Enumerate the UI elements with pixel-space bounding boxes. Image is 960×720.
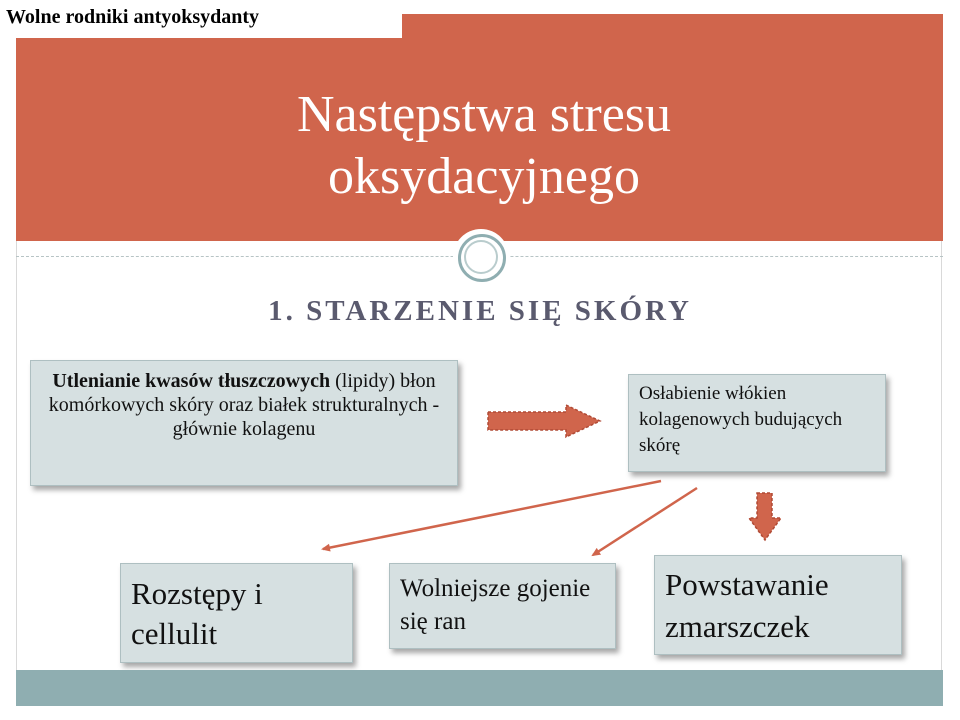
block-arrow-down	[749, 493, 781, 540]
arrow-to-wound-healing	[593, 488, 697, 555]
result-box-wrinkles: Powstawanie zmarszczek	[654, 555, 902, 655]
title-line-2: oksydacyjnego	[328, 148, 640, 205]
title-line-1: Następstwa stresu	[296, 86, 672, 143]
result-box-stretch-marks: Rozstępy i cellulit	[120, 563, 353, 663]
effect-box: Osłabienie włókien kolagenowych budujących skórę	[628, 374, 886, 472]
block-arrow-right	[488, 405, 600, 437]
section-heading: 1. STARZENIE SIĘ SKÓRY	[268, 295, 692, 327]
result-box-wound-healing: Wolniejsze gojenie się ran	[389, 563, 616, 649]
arrow-to-stretch-marks	[323, 481, 661, 549]
cause-box-bold: Utlenianie kwasów tłuszczowych	[52, 370, 331, 392]
tag-label: Wolne rodniki antyoksydanty	[0, 0, 402, 38]
cause-box-text: (lipidy) błon komórkowych skóry oraz białek strukturalnych - głównie kolagenu	[48, 370, 440, 440]
